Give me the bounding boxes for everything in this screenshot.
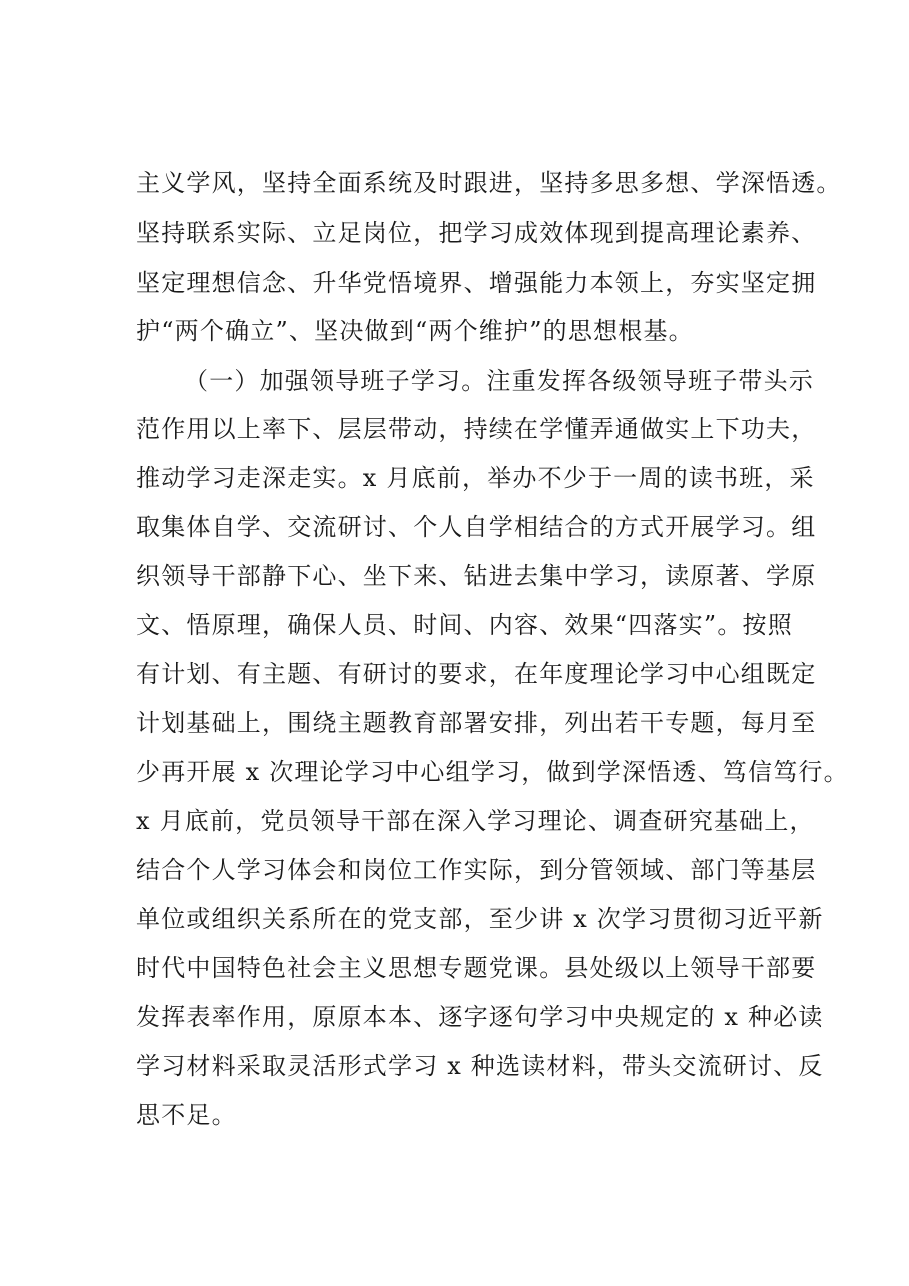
text-line: 文、悟原理，确保人员、时间、内容、效果“四落实”。按照 xyxy=(136,611,793,639)
text-line: 发挥表率作用，原原本本、逐字逐句学习中央规定的 x 种必读 xyxy=(136,1003,824,1031)
text-line: 思不足。 xyxy=(136,1101,237,1129)
text-line: 有计划、有主题、有研讨的要求，在年度理论学习中心组既定 xyxy=(136,660,817,688)
text-line: 坚持联系实际、立足岗位，把学习成效体现到提高理论素养、 xyxy=(136,219,817,247)
text-line: 推动学习走深走实。x 月底前，举办不少于一周的读书班，采 xyxy=(136,464,815,492)
text-line: 计划基础上，围绕主题教育部署安排，列出若干专题，每月至 xyxy=(136,709,817,737)
text-line: 坚定理想信念、升华党悟境界、增强能力本领上，夯实坚定拥 xyxy=(136,269,817,297)
text-line: 少再开展 x 次理论学习中心组学习，做到学深悟透、笃信笃行。 xyxy=(136,758,849,786)
text-line: 主义学风，坚持全面系统及时跟进，坚持多思多想、学深悟透。 xyxy=(136,169,842,197)
text-line: 学习材料采取灵活形式学习 x 种选读材料，带头交流研讨、反 xyxy=(136,1052,824,1080)
text-line: 范作用以上率下、层层带动，持续在学懂弄通做实上下功夫， xyxy=(136,415,817,443)
text-line: 取集体自学、交流研讨、个人自学相结合的方式开展学习。组 xyxy=(136,513,817,541)
text-line: 护“两个确立”、坚决做到“两个维护”的思想根基。 xyxy=(136,317,694,345)
text-line: 单位或组织关系所在的党支部，至少讲 x 次学习贯彻习近平新 xyxy=(136,905,824,933)
text-line: 织领导干部静下心、坐下来、钻进去集中学习，读原著、学原 xyxy=(136,562,817,590)
text-line: x 月底前，党员领导干部在深入学习理论、调查研究基础上， xyxy=(136,807,815,835)
text-line: 结合个人学习体会和岗位工作实际，到分管领域、部门等基层 xyxy=(136,856,817,884)
paragraph-heading-line: （一）加强领导班子学习。注重发挥各级领导班子带头示 xyxy=(184,367,814,395)
text-line: 时代中国特色社会主义思想专题党课。县处级以上领导干部要 xyxy=(136,954,817,982)
